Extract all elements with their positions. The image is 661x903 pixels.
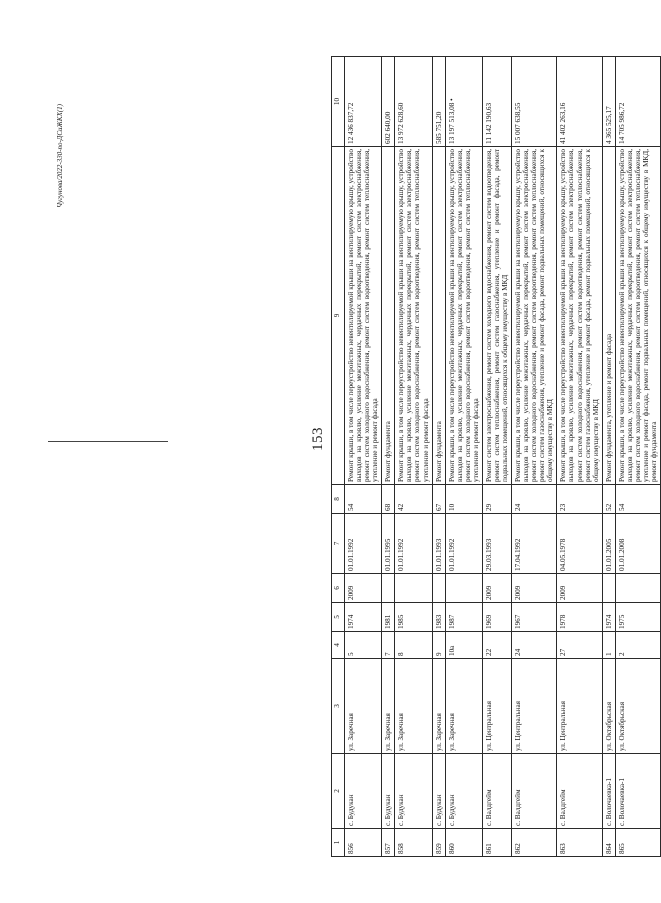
privatization-year-cell: [432, 573, 445, 602]
build-year-cell: 1974: [344, 602, 381, 631]
row-number-cell: 859: [432, 828, 445, 856]
privatization-year-cell: 2009: [511, 573, 556, 602]
house-number-cell: 5: [344, 631, 381, 658]
build-year-cell: 1987: [445, 602, 482, 631]
house-number-cell: 22: [482, 631, 511, 658]
privatization-year-cell: [445, 573, 482, 602]
column-number-6: 6: [331, 573, 344, 602]
cost-cell: 41 402 263,16: [556, 56, 601, 146]
build-year-cell: 1969: [482, 602, 511, 631]
settlement-cell: с. Будукан: [432, 753, 445, 828]
house-number-cell: 9: [432, 631, 445, 658]
street-cell: ул. Октябрьская: [615, 658, 660, 753]
street-cell: ул. Заречная: [445, 658, 482, 753]
date-cell: 01.01.2008: [615, 513, 660, 573]
rotated-document-page: [48, 38, 658, 866]
wear-percent-cell: 29: [482, 484, 511, 513]
settlement-cell: с. Валдгейм: [556, 753, 601, 828]
date-cell: 01.01.1992: [445, 513, 482, 573]
column-number-8: 8: [331, 484, 344, 513]
date-cell: 01.01.1993: [432, 513, 445, 573]
cost-cell: 15 007 638,55: [511, 56, 556, 146]
wear-percent-cell: 23: [556, 484, 601, 513]
street-cell: ул. Заречная: [381, 658, 394, 753]
street-cell: ул. Центральная: [511, 658, 556, 753]
table-row: [344, 56, 381, 856]
work-types-cell: Ремонт крыши, в том числе переустройство невентилируемой крыши на вентилируемую крышу, устройство выходов на кровлю, усиление межэтажных, чердачных перекрытий, ремонт систем электроснабжения, ремонт систем холодного водоснабжения, ремонт систем водоотведения, ремонт систем теплоснабжения, утепление и ремонт фасада: [445, 146, 482, 484]
settlement-cell: с. Будукан: [445, 753, 482, 828]
privatization-year-cell: [394, 573, 431, 602]
table-row: [556, 56, 601, 856]
table-row: [432, 56, 445, 856]
column-number-7: 7: [331, 513, 344, 573]
privatization-year-cell: 2009: [482, 573, 511, 602]
date-cell: 04.05.1978: [556, 513, 601, 573]
cost-cell: 13 972 628,60: [394, 56, 431, 146]
privatization-year-cell: [615, 573, 660, 602]
wear-percent-cell: 68: [381, 484, 394, 513]
column-number-4: 4: [331, 631, 344, 658]
settlement-cell: с. Волочаевка-1: [615, 753, 660, 828]
cost-cell: 14 705 986,72: [615, 56, 660, 146]
privatization-year-cell: 2009: [556, 573, 601, 602]
street-cell: ул. Заречная: [432, 658, 445, 753]
settlement-cell: с. Будукан: [394, 753, 431, 828]
privatization-year-cell: 2009: [344, 573, 381, 602]
cost-cell: 585 751,20: [432, 56, 445, 146]
build-year-cell: 1974: [602, 602, 615, 631]
column-number-10: 10: [331, 56, 344, 146]
settlement-cell: с. Валдгейм: [511, 753, 556, 828]
build-year-cell: 1967: [511, 602, 556, 631]
row-number-cell: 864: [602, 828, 615, 856]
footer-reference: Чугунова/2022-330-по-ДСиЖКХ(1): [55, 103, 64, 208]
row-number-cell: 856: [344, 828, 381, 856]
column-number-5: 5: [331, 602, 344, 631]
cost-cell: 11 142 190,63: [482, 56, 511, 146]
table-row: [511, 56, 556, 856]
date-cell: 01.01.1995: [381, 513, 394, 573]
date-cell: 17.04.1992: [511, 513, 556, 573]
house-number-cell: 1: [602, 631, 615, 658]
wear-percent-cell: 52: [602, 484, 615, 513]
street-cell: ул. Заречная: [344, 658, 381, 753]
column-number-2: 2: [331, 753, 344, 828]
column-number-9: 9: [331, 146, 344, 484]
wear-percent-cell: 10: [445, 484, 482, 513]
table-row: [615, 56, 660, 856]
table-row: [602, 56, 615, 856]
work-types-cell: Ремонт фундамента: [432, 146, 445, 484]
date-cell: 01.01.1992: [394, 513, 431, 573]
build-year-cell: 1981: [381, 602, 394, 631]
row-number-cell: 862: [511, 828, 556, 856]
column-number-1: 1: [331, 828, 344, 856]
wear-percent-cell: 42: [394, 484, 431, 513]
privatization-year-cell: [602, 573, 615, 602]
cost-cell: 13 197 513,08 •: [445, 56, 482, 146]
row-number-cell: 863: [556, 828, 601, 856]
table-row: [394, 56, 431, 856]
work-types-cell: Ремонт систем электроснабжения, ремонт систем холодного водоснабжения, ремонт систем водоотведения, ремонт систем теплоснабжения, ремонт систем газоснабжения, утепление и ремонт фасада, ремонт подвальных помещений, относящихся к общему имуществу в МКД: [482, 146, 511, 484]
date-cell: 01.01.1992: [344, 513, 381, 573]
wear-percent-cell: 54: [615, 484, 660, 513]
privatization-year-cell: [381, 573, 394, 602]
row-number-cell: 858: [394, 828, 431, 856]
column-number-3: 3: [331, 658, 344, 753]
row-number-cell: 857: [381, 828, 394, 856]
house-number-cell: 24: [511, 631, 556, 658]
wear-percent-cell: 67: [432, 484, 445, 513]
date-cell: 01.01.2005: [602, 513, 615, 573]
table-header-row: [331, 56, 344, 856]
house-number-cell: 2: [615, 631, 660, 658]
date-cell: 29.03.1993: [482, 513, 511, 573]
work-types-cell: Ремонт крыши, в том числе переустройство невентилируемой крыши на вентилируемую крышу, устройство выходов на кровлю, усиление межэтажных, чердачных перекрытий, ремонт систем электроснабжения, ремонт систем холодного водоснабжения, ремонт систем водоотведения, ремонт систем теплоснабжения, ремонт систем газоснабжения, утепление и ремонт фасада, ремонт подвальных помещений, относящихся к общему имуществу в МКД: [511, 146, 556, 484]
build-year-cell: 1978: [556, 602, 601, 631]
settlement-cell: с. Волочаевка-1: [602, 753, 615, 828]
cost-cell: 4 365 525,17: [602, 56, 615, 146]
page-crease-mark: [48, 441, 168, 442]
table-row: [445, 56, 482, 856]
build-year-cell: 1975: [615, 602, 660, 631]
build-year-cell: 1985: [394, 602, 431, 631]
cost-cell: 602 640,00: [381, 56, 394, 146]
house-number-cell: 27: [556, 631, 601, 658]
work-types-cell: Ремонт фундамента: [381, 146, 394, 484]
row-number-cell: 860: [445, 828, 482, 856]
house-number-cell: 7: [381, 631, 394, 658]
street-cell: ул. Центральная: [482, 658, 511, 753]
build-year-cell: 1983: [432, 602, 445, 631]
settlement-cell: с. Будукан: [344, 753, 381, 828]
street-cell: ул. Заречная: [394, 658, 431, 753]
row-number-cell: 861: [482, 828, 511, 856]
house-number-cell: 10а: [445, 631, 482, 658]
work-types-cell: Ремонт фундамента, утепление и ремонт фасада: [602, 146, 615, 484]
settlement-cell: с. Будукан: [381, 753, 394, 828]
table-row: [381, 56, 394, 856]
table-row: [482, 56, 511, 856]
cost-cell: 12 436 837,72: [344, 56, 381, 146]
street-cell: ул. Октябрьская: [602, 658, 615, 753]
house-number-cell: 8: [394, 631, 431, 658]
settlement-cell: с. Валдгейм: [482, 753, 511, 828]
street-cell: ул. Центральная: [556, 658, 601, 753]
work-types-cell: Ремонт крыши, в том числе переустройство невентилируемой крыши на вентилируемую крышу, устройство выходов на кровлю, усиление межэтажных, чердачных перекрытий, ремонт систем электроснабжения, ремонт систем холодного водоснабжения, ремонт систем водоотведения, ремонт систем теплоснабжения, ремонт систем газоснабжения, утепление и ремонт фасада, ремонт подвальных помещений, относящихся к общему имуществу в МКД: [556, 146, 601, 484]
wear-percent-cell: 24: [511, 484, 556, 513]
work-types-cell: Ремонт крыши, в том числе переустройство невентилируемой крыши на вентилируемую крышу, устройство выходов на кровлю, усиление межэтажных, чердачных перекрытий, ремонт систем электроснабжения, ремонт систем холодного водоснабжения, ремонт систем водоотведения, ремонт систем теплоснабжения, утепление и ремонт фасада: [344, 146, 381, 484]
work-types-cell: Ремонт крыши, в том числе переустройство невентилируемой крыши на вентилируемую крышу, устройство выходов на кровлю, усиление межэтажных, чердачных перекрытий, ремонт систем электроснабжения, ремонт систем холодного водоснабжения, ремонт систем водоотведения, ремонт систем теплоснабжения, утепление и ремонт фасада: [394, 146, 431, 484]
row-number-cell: 865: [615, 828, 660, 856]
work-types-cell: Ремонт крыши, в том числе переустройство невентилируемой крыши на вентилируемую крышу, устройство выходов на кровлю, усиление межэтажных, чердачных перекрытий, ремонт систем электроснабжения, ремонт систем холодного водоснабжения, ремонт систем водоотведения, ремонт систем теплоснабжения, утепление и ремонт фасада, ремонт подвальных помещений, относящихся к общему имуществу в МКД, ремонт фундамента: [615, 146, 660, 484]
wear-percent-cell: 54: [344, 484, 381, 513]
page-number: 153: [309, 426, 326, 451]
repair-program-table: [331, 56, 661, 857]
